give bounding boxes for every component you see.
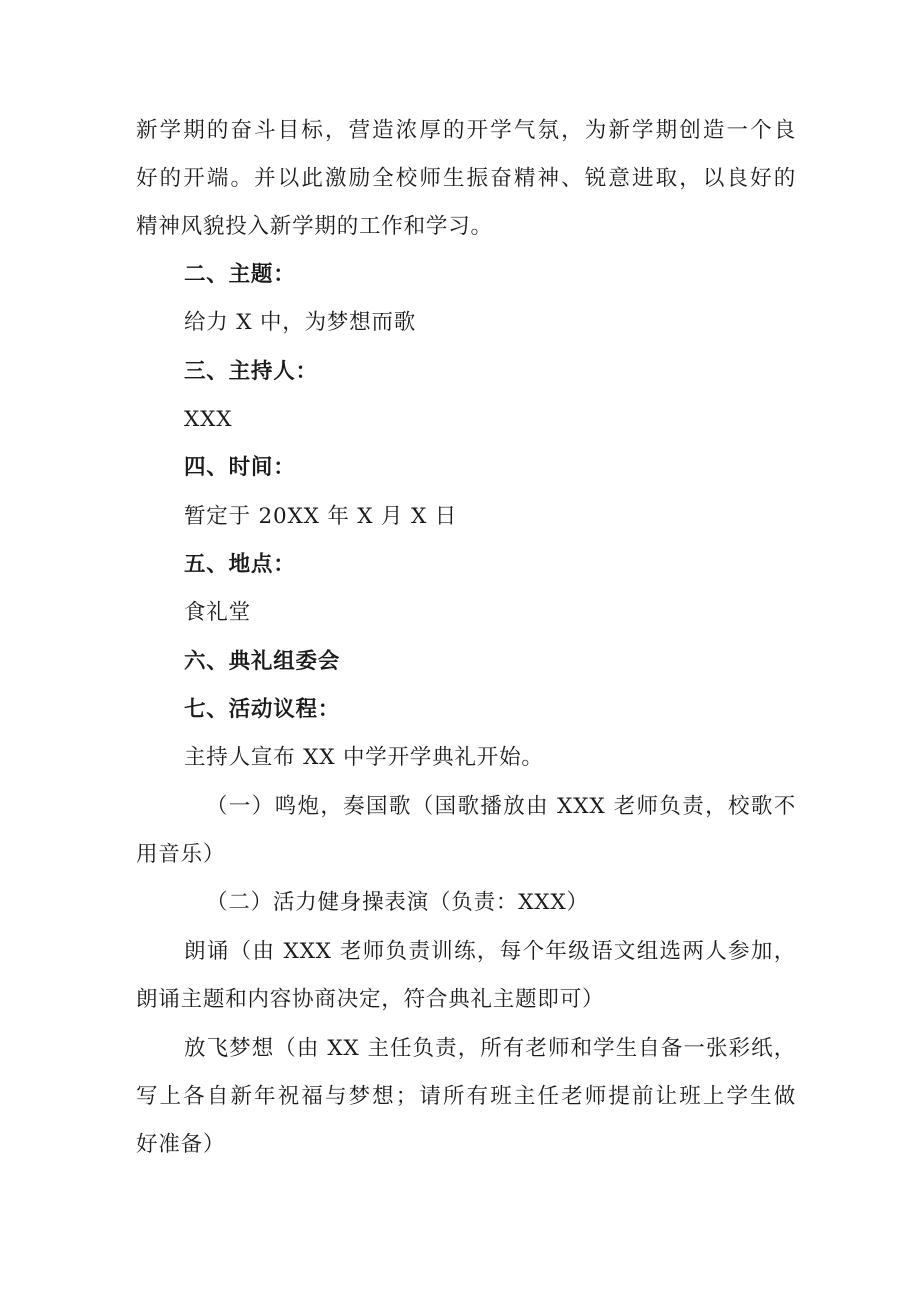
place-heading: 五、地点： xyxy=(184,552,296,577)
time-heading: 四、时间： xyxy=(184,455,296,480)
intro-line-2: 好的开端。并以此激励全校师生振奋精神、锐意进取，以良好的 xyxy=(136,166,796,191)
place-value: 食礼堂 xyxy=(184,600,251,625)
theme-heading: 二、主题： xyxy=(184,262,296,287)
agenda-heading: 七、活动议程： xyxy=(184,697,341,722)
agenda-item-1-line-2: 用音乐） xyxy=(136,842,226,867)
dream-line-1: 放飞梦想（由 XX 主任负责，所有老师和学生自备一张彩纸， xyxy=(184,1036,796,1061)
recital-line-1: 朗诵（由 XXX 老师负责训练，每个年级语文组选两人参加， xyxy=(184,939,796,964)
intro-line-3: 精神风貌投入新学期的工作和学习。 xyxy=(136,214,493,239)
intro-line-1: 新学期的奋斗目标，营造浓厚的开学气氛，为新学期创造一个良 xyxy=(136,118,796,143)
committee-heading: 六、典礼组委会 xyxy=(184,649,341,674)
dream-line-3: 好准备） xyxy=(136,1132,226,1157)
recital-line-2: 朗诵主题和内容协商决定，符合典礼主题即可） xyxy=(136,987,605,1012)
agenda-item-1-line-1: （一）鸣炮，奏国歌（国歌播放由 XXX 老师负责，校歌不 xyxy=(206,794,796,819)
agenda-item-2: （二）活力健身操表演（负责：XXX） xyxy=(206,890,589,915)
host-value: XXX xyxy=(184,407,233,432)
theme-value: 给力 X 中，为梦想而歌 xyxy=(184,310,417,335)
time-value: 暂定于 20XX 年 X 月 X 日 xyxy=(184,504,457,529)
agenda-opening: 主持人宣布 XX 中学开学典礼开始。 xyxy=(184,745,544,770)
host-heading: 三、主持人： xyxy=(184,359,318,384)
dream-line-2: 写上各自新年祝福与梦想；请所有班主任老师提前让班上学生做 xyxy=(136,1084,796,1109)
